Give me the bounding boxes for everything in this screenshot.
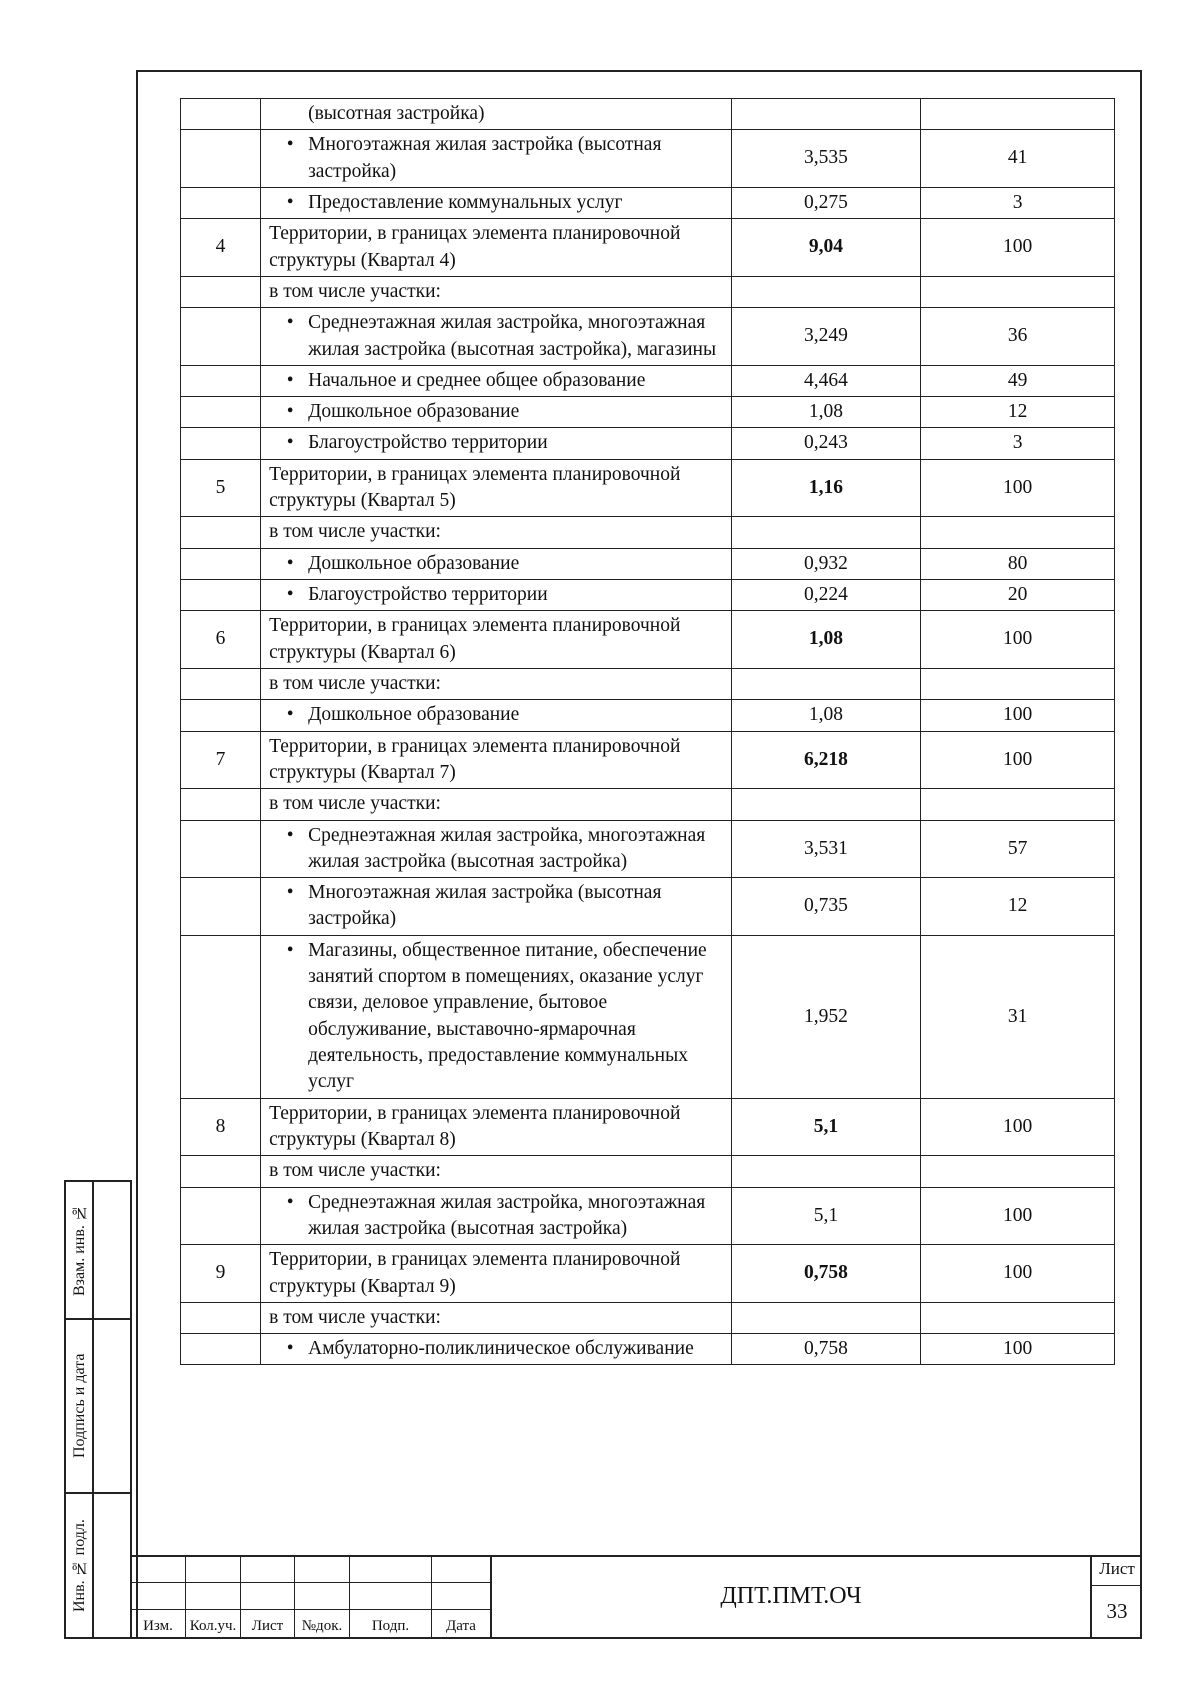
bullet-icon: • [286, 939, 294, 961]
row-area-ha: 3,249 [731, 308, 921, 366]
row-number: 7 [181, 731, 261, 789]
row-number [181, 1156, 261, 1187]
table-row [181, 789, 1115, 820]
table-row [181, 99, 1115, 130]
col-list: Лист [240, 1609, 294, 1637]
row-area-ha [731, 1302, 921, 1333]
side-stamp-replacement [64, 1180, 132, 1320]
row-percent: 12 [921, 878, 1115, 936]
row-description-text: Многоэтажная жилая застройка (высотная застройка) [308, 882, 662, 930]
row-description-text: Дошкольное образование [308, 704, 520, 726]
col-ndok: №док. [294, 1609, 349, 1637]
side-label-original-inv: Инв. № подл. [71, 1519, 88, 1612]
row-percent: 100 [921, 611, 1115, 669]
row-description: в том числе участки: [261, 276, 732, 307]
sheet-label: Лист [1099, 1559, 1135, 1578]
table-row [181, 428, 1115, 459]
side-stamp-original [64, 1492, 132, 1639]
row-percent: 12 [921, 397, 1115, 428]
row-percent [921, 668, 1115, 699]
row-number [181, 820, 261, 878]
table-row [181, 1187, 1115, 1245]
row-percent [921, 517, 1115, 548]
row-description-text: Предоставление коммунальных услуг [308, 191, 623, 213]
row-number [181, 517, 261, 548]
row-area-ha: 0,758 [731, 1245, 921, 1303]
row-number: 8 [181, 1098, 261, 1156]
row-area-ha [731, 1156, 921, 1187]
row-description [261, 935, 732, 1098]
row-description [261, 130, 732, 188]
row-number [181, 99, 261, 130]
row-description: Территории, в границах элемента планировочной структуры (Квартал 6) [261, 611, 732, 669]
row-description-text: Среднеэтажная жилая застройка, многоэтажная жилая застройка (высотная застройка) [308, 824, 706, 872]
row-number: 6 [181, 611, 261, 669]
bullet-icon: • [286, 584, 294, 605]
row-description: Территории, в границах элемента планировочной структуры (Квартал 8) [261, 1098, 732, 1156]
table-row [181, 130, 1115, 188]
row-description: Территории, в границах элемента планировочной структуры (Квартал 7) [261, 731, 732, 789]
table-row [181, 731, 1115, 789]
row-number: 5 [181, 459, 261, 517]
row-percent: 100 [921, 700, 1115, 731]
table-row [181, 548, 1115, 579]
row-description: Территории, в границах элемента планировочной структуры (Квартал 5) [261, 459, 732, 517]
row-area-ha: 1,08 [731, 611, 921, 669]
table-row [181, 700, 1115, 731]
row-area-ha: 4,464 [731, 365, 921, 396]
table-row [181, 397, 1115, 428]
side-label-replacement-inv: Взам. инв. № [71, 1204, 88, 1296]
row-percent [921, 1302, 1115, 1333]
table-row [181, 276, 1115, 307]
table-row [181, 1098, 1115, 1156]
bullet-icon: • [286, 882, 294, 904]
row-percent: 3 [921, 187, 1115, 218]
row-description [261, 428, 732, 459]
row-number [181, 276, 261, 307]
row-area-ha: 3,531 [731, 820, 921, 878]
row-percent: 49 [921, 365, 1115, 396]
table-row [181, 820, 1115, 878]
col-data: Дата [431, 1609, 490, 1637]
row-area-ha: 5,1 [731, 1187, 921, 1245]
page-frame-bottom [64, 1637, 1142, 1639]
row-area-ha: 0,735 [731, 878, 921, 936]
table-row [181, 580, 1115, 611]
row-area-ha: 0,932 [731, 548, 921, 579]
row-percent: 100 [921, 1334, 1115, 1365]
row-description [261, 99, 732, 130]
sheet-box [1090, 1555, 1142, 1637]
row-area-ha: 1,08 [731, 700, 921, 731]
land-use-table [180, 98, 1115, 1365]
row-percent [921, 789, 1115, 820]
row-area-ha: 0,758 [731, 1334, 921, 1365]
table-row [181, 878, 1115, 936]
bullet-icon: • [286, 401, 294, 423]
row-number [181, 397, 261, 428]
row-area-ha: 1,16 [731, 459, 921, 517]
side-stamp-signature [64, 1318, 132, 1494]
table-row [181, 1156, 1115, 1187]
row-description [261, 187, 732, 218]
bullet-icon: • [286, 552, 294, 574]
row-percent: 3 [921, 428, 1115, 459]
row-description: в том числе участки: [261, 1156, 732, 1187]
col-kol-uch: Кол.уч. [185, 1609, 240, 1637]
row-percent: 36 [921, 308, 1115, 366]
row-number [181, 789, 261, 820]
col-podp: Подп. [349, 1609, 431, 1637]
row-number [181, 580, 261, 611]
table-row [181, 935, 1115, 1098]
table-row [181, 219, 1115, 277]
row-percent: 100 [921, 1187, 1115, 1245]
row-description [261, 878, 732, 936]
row-number [181, 1334, 261, 1365]
row-number [181, 668, 261, 699]
row-description-text: Дошкольное образование [308, 401, 520, 423]
row-description [261, 397, 732, 428]
bullet-icon: • [286, 824, 294, 846]
row-area-ha [731, 99, 921, 130]
row-percent: 100 [921, 459, 1115, 517]
row-description [261, 1334, 732, 1365]
row-description: в том числе участки: [261, 517, 732, 548]
col-izm: Изм. [130, 1609, 185, 1637]
row-number [181, 548, 261, 579]
row-number [181, 365, 261, 396]
row-area-ha: 3,535 [731, 130, 921, 188]
row-area-ha: 0,275 [731, 187, 921, 218]
row-description-text: Среднеэтажная жилая застройка, многоэтажная жилая застройка (высотная застройка) [308, 1191, 706, 1239]
row-description [261, 580, 732, 611]
bullet-icon: • [286, 134, 294, 156]
table-row [181, 1334, 1115, 1365]
side-label-signature-date: Подпись и дата [71, 1353, 88, 1459]
row-description-text: Начальное и среднее общее образование [308, 369, 646, 391]
row-area-ha: 9,04 [731, 219, 921, 277]
row-percent: 100 [921, 1098, 1115, 1156]
row-percent: 20 [921, 580, 1115, 611]
row-area-ha [731, 668, 921, 699]
row-percent [921, 99, 1115, 130]
row-description-text: Многоэтажная жилая застройка (высотная застройка) [308, 134, 662, 182]
bullet-icon: • [286, 1338, 294, 1360]
table-row [181, 365, 1115, 396]
table-row [181, 517, 1115, 548]
row-percent: 100 [921, 731, 1115, 789]
row-percent: 100 [921, 219, 1115, 277]
row-description: в том числе участки: [261, 668, 732, 699]
row-area-ha [731, 517, 921, 548]
row-percent [921, 276, 1115, 307]
bullet-icon: • [286, 1191, 294, 1213]
row-description: в том числе участки: [261, 789, 732, 820]
document-code: ДПТ.ПМТ.ОЧ [490, 1555, 1090, 1637]
row-number: 9 [181, 1245, 261, 1303]
row-number [181, 1302, 261, 1333]
bullet-icon: • [286, 369, 294, 391]
row-description-text: Благоустройство территории [308, 584, 548, 605]
row-description: Территории, в границах элемента планировочной структуры (Квартал 4) [261, 219, 732, 277]
row-number [181, 700, 261, 731]
row-description: Территории, в границах элемента планировочной структуры (Квартал 9) [261, 1245, 732, 1303]
row-description [261, 308, 732, 366]
row-area-ha: 5,1 [731, 1098, 921, 1156]
row-area-ha: 0,224 [731, 580, 921, 611]
table-row [181, 308, 1115, 366]
row-description-text: Магазины, общественное питание, обеспечение занятий спортом в помещениях, оказание услуг связи, деловое управление, бытовое обслуживание, выставочно-ярмарочная деятельность, предоставление коммунальных услуг [308, 939, 707, 1093]
sheet-number: 33 [1092, 1585, 1142, 1637]
bullet-icon: • [286, 312, 294, 334]
row-description-text: Среднеэтажная жилая застройка, многоэтажная жилая застройка (высотная застройка), магазины [308, 312, 717, 360]
row-area-ha: 1,08 [731, 397, 921, 428]
row-number [181, 1187, 261, 1245]
row-description [261, 820, 732, 878]
row-description-text: Амбулаторно-поликлиническое обслуживание [308, 1338, 694, 1360]
row-number [181, 187, 261, 218]
row-area-ha: 0,243 [731, 428, 921, 459]
row-area-ha [731, 789, 921, 820]
row-description [261, 1187, 732, 1245]
row-percent: 41 [921, 130, 1115, 188]
table-row [181, 611, 1115, 669]
row-percent: 100 [921, 1245, 1115, 1303]
row-description [261, 548, 732, 579]
row-area-ha [731, 276, 921, 307]
bullet-icon: • [286, 191, 294, 213]
row-description-text: Благоустройство территории [308, 432, 548, 454]
bullet-icon: • [286, 704, 294, 726]
bullet-icon: • [286, 432, 294, 454]
row-number: 4 [181, 219, 261, 277]
title-block-grid [130, 1555, 490, 1637]
row-description [261, 365, 732, 396]
table-row [181, 668, 1115, 699]
row-area-ha: 1,952 [731, 935, 921, 1098]
table-row [181, 187, 1115, 218]
table-row [181, 459, 1115, 517]
table-row [181, 1245, 1115, 1303]
row-description-text: Дошкольное образование [308, 552, 520, 574]
row-description: в том числе участки: [261, 1302, 732, 1333]
row-description-text: (высотная застройка) [308, 103, 485, 124]
row-area-ha: 6,218 [731, 731, 921, 789]
row-number [181, 130, 261, 188]
table-row [181, 1302, 1115, 1333]
row-percent: 80 [921, 548, 1115, 579]
row-percent: 57 [921, 820, 1115, 878]
row-percent [921, 1156, 1115, 1187]
row-number [181, 878, 261, 936]
row-percent: 31 [921, 935, 1115, 1098]
row-number [181, 935, 261, 1098]
row-description [261, 700, 732, 731]
row-number [181, 308, 261, 366]
row-number [181, 428, 261, 459]
